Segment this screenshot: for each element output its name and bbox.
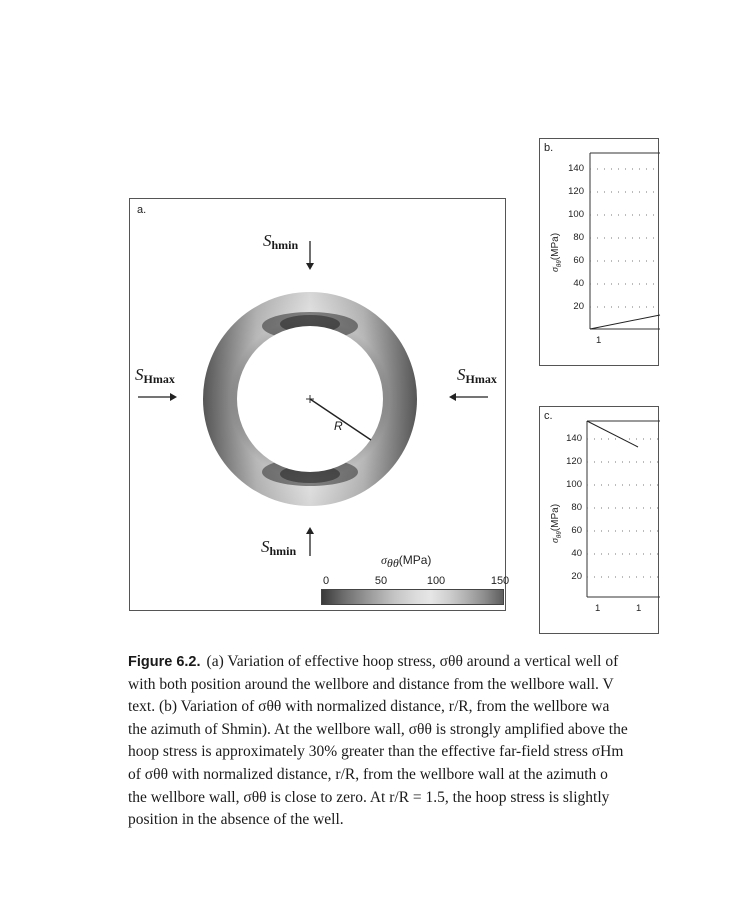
ytick: 100: [566, 479, 582, 490]
radius-label: R: [334, 419, 343, 433]
panel-c: [539, 406, 659, 634]
colorbar-tick: 100: [426, 575, 446, 587]
figure-label: Figure 6.2.: [128, 654, 201, 670]
ytick: 60: [571, 525, 582, 536]
caption-line: the azimuth of Shmin). At the wellbore wall, σθθ is strongly amplified above the: [128, 720, 628, 738]
panel-b-curve: [590, 315, 660, 329]
xtick: 1: [596, 335, 602, 346]
caption-line: hoop stress is approximately 30% greater than the effective far-field stress σHm: [128, 743, 624, 761]
ytick: 40: [571, 548, 582, 559]
colorbar-tick: 150: [490, 575, 510, 587]
xtick: 1: [636, 603, 642, 614]
ytick: 120: [568, 186, 584, 197]
panel-b: [539, 138, 659, 366]
panel-c-ylabel: $\sigma_{\theta\theta}(MPa)$: [550, 503, 563, 543]
caption-line: position in the absence of the well.: [128, 811, 344, 829]
panel-b-ylabel: $\sigma_{\theta\theta}(MPa)$: [550, 232, 563, 272]
caption-line: with both position around the wellbore and distance from the wellbore wall. V: [128, 675, 614, 693]
shmin-top-label: $S_{hmin}$: [263, 231, 299, 252]
xtick: 1: [595, 603, 601, 614]
ytick: 60: [573, 255, 584, 266]
shmax-left-label: $S_{Hmax}$: [135, 365, 175, 386]
colorbar-title: $\sigma_{\theta\theta}(MPa)$: [381, 553, 432, 571]
caption-line: text. (b) Variation of σθθ with normalized distance, r/R, from the wellbore wa: [128, 698, 610, 716]
caption-line: Figure 6.2. (a) Variation of effective hoop stress, σθθ around a vertical well of: [128, 653, 619, 670]
ytick: 40: [573, 278, 584, 289]
caption-line: the wellbore wall, σθθ is close to zero. At r/R = 1.5, the hoop stress is slightly: [128, 788, 610, 806]
figure-caption: [128, 651, 748, 832]
colorbar: [321, 589, 504, 605]
caption-line: of σθθ with normalized distance, r/R, from the wellbore wall at the azimuth o: [128, 765, 608, 783]
shmin-bottom-label: $S_{hmin}$: [261, 537, 297, 558]
panel-a: [129, 198, 510, 611]
ytick: 120: [566, 456, 582, 467]
panel-b-letter: b.: [544, 142, 554, 154]
colorbar-tick: 50: [374, 575, 388, 587]
ytick: 100: [568, 209, 584, 220]
ytick: 20: [573, 301, 584, 312]
ytick: 140: [566, 433, 582, 444]
ytick: 80: [573, 232, 584, 243]
ytick: 80: [571, 502, 582, 513]
colorbar-tick: 0: [322, 575, 330, 587]
ytick: 140: [568, 163, 584, 174]
panel-a-letter: a.: [137, 204, 147, 216]
ytick: 20: [571, 571, 582, 582]
panel-c-letter: c.: [544, 410, 553, 422]
wellbore-stress-diagram: [130, 199, 510, 612]
shmax-right-label: $S_{Hmax}$: [457, 365, 497, 386]
panel-c-curve: [587, 421, 638, 447]
